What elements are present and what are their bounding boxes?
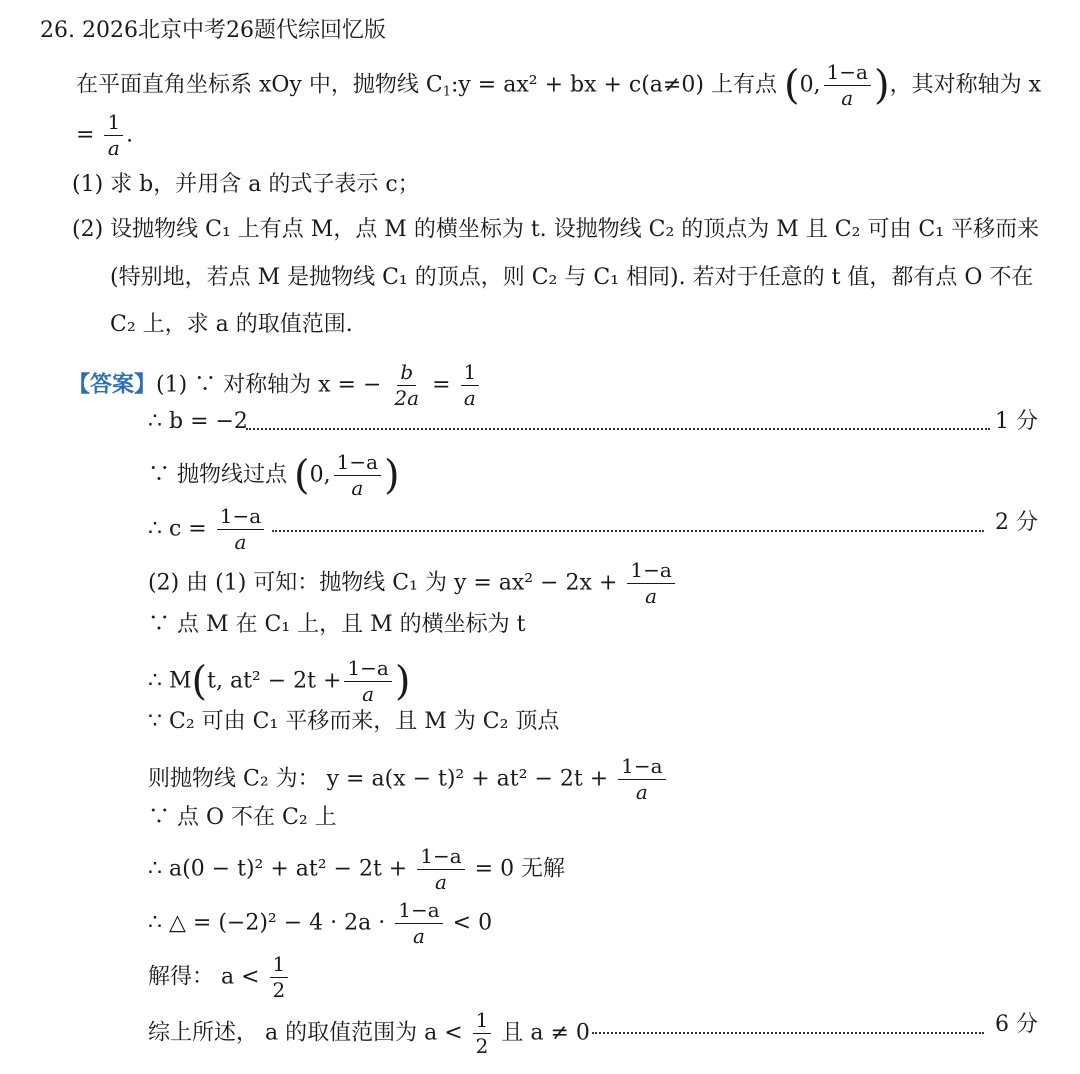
problem-title: 26. 2026北京中考26题代综回忆版	[40, 18, 386, 43]
answer-o-not-on-c2: ∵ 点 O 不在 C₂ 上	[148, 805, 337, 830]
fraction-point-answer: $\frac{1-a}{a}$	[334, 452, 381, 499]
fraction-m: $\frac{1-a}{a}$	[344, 658, 391, 705]
fraction-half-final: $\frac{1}{2}$	[473, 1010, 492, 1057]
fraction-axis: $\frac{1}{a}$	[104, 112, 123, 159]
stem-part3: ，其对称轴为 x	[889, 72, 1041, 98]
question-2-line2: (特别地，若点 M 是抛物线 C₁ 的顶点，则 C₂ 与 C₁ 相同). 若对于任意的 t 值，都有点 O 不在	[110, 265, 1034, 290]
answer-no-solution: ∴ a(0 − t)² + at² − 2t + $\frac{1-a}{a}$ = 0 无解	[148, 844, 566, 894]
score-2: 2 分	[995, 510, 1038, 535]
answer-discriminant: ∴ △ = (−2)² − 4 · 2a · $\frac{1-a}{a}$ < 0	[148, 898, 493, 948]
stem-end: .	[126, 122, 134, 148]
question-2-line1: (2) 设抛物线 C₁ 上有点 M，点 M 的横坐标为 t. 设抛物线 C₂ 的顶点为 M 且 C₂ 可由 C₁ 平移而来	[72, 217, 1040, 242]
fraction-c1: $\frac{1-a}{a}$	[627, 560, 674, 607]
stem-part2: 上有点	[710, 72, 777, 98]
answer-c-value: ∴ c = $\frac{1-a}{a}$	[148, 506, 267, 553]
problem-stem-line1: 在平面直角坐标系 xOy 中，抛物线 $C_1:y = ax^2$ + bx + c(a≠0) 上有点 (0, $\frac{1-a}{a}$ )，其对称轴为 x	[76, 60, 1041, 110]
stem-eq: :y = ax² + bx + c(a≠0)	[450, 72, 704, 98]
answer-m-on-c1: ∵ 点 M 在 C₁ 上，且 M 的横坐标为 t	[148, 612, 526, 637]
stem-part1: 在平面直角坐标系 xOy 中，抛物线 C	[76, 72, 443, 98]
fraction-c: $\frac{1-a}{a}$	[217, 506, 264, 553]
answer-c2-translation: ∵ C₂ 可由 C₁ 平移而来，且 M 为 C₂ 顶点	[148, 709, 560, 734]
dot-leader	[272, 530, 984, 532]
dot-leader	[246, 428, 990, 430]
stem-point: 0,	[799, 72, 821, 98]
answer-s1: (1) ∵ 对称轴为 x = −	[156, 372, 382, 398]
answer-part2-intro: (2) 由 (1) 可知：抛物线 C₁ 为 y = ax² − 2x + $\frac{1-a}{a}$	[148, 560, 678, 607]
answer-conclusion: 综上所述， a 的取值范围为 a < $\frac{1}{2}$ 且 a ≠ 0	[148, 1008, 590, 1058]
problem-stem-line2	[76, 112, 133, 159]
fraction-1-a: $\frac{1}{a}$	[461, 362, 480, 409]
fraction-c2: $\frac{1-a}{a}$	[618, 756, 665, 803]
answer-solve: 解得： a < $\frac{1}{2}$	[148, 954, 291, 1001]
score-1: 1 分	[995, 409, 1038, 434]
question-1: (1) 求 b，并用含 a 的式子表示 c；	[72, 172, 420, 197]
fraction-b-2a: $\frac{b}{2a}$	[394, 360, 420, 410]
answer-m-coords: ∴ M(t, at² − 2t + $\frac{1-a}{a}$ )	[148, 656, 411, 706]
score-6: 6 分	[995, 1012, 1038, 1037]
stem-eq2: =	[76, 122, 95, 148]
fraction-half: $\frac{1}{2}$	[270, 954, 289, 1001]
dot-leader	[592, 1032, 984, 1034]
answer-point: ∵ 抛物线过点 (0, $\frac{1-a}{a}$ )	[148, 450, 400, 500]
fraction-eq: $\frac{1-a}{a}$	[417, 846, 464, 893]
question-2-line3: C₂ 上，求 a 的取值范围.	[110, 312, 353, 337]
answer-c2-equation: 则抛物线 C₂ 为： y = a(x − t)² + at² − 2t + $\frac{1-a}{a}$	[148, 756, 669, 803]
fraction-disc: $\frac{1-a}{a}$	[395, 900, 442, 947]
answer-b-value: ∴ b = −2	[148, 409, 248, 434]
answer-tag: 【答案】	[68, 371, 157, 398]
fraction-point: $\frac{1-a}{a}$	[824, 62, 871, 109]
answer-line1: 【答案】(1) ∵ 对称轴为 x = − $\frac{b}{2a}$ = $\frac{1}{a}$	[68, 362, 482, 409]
